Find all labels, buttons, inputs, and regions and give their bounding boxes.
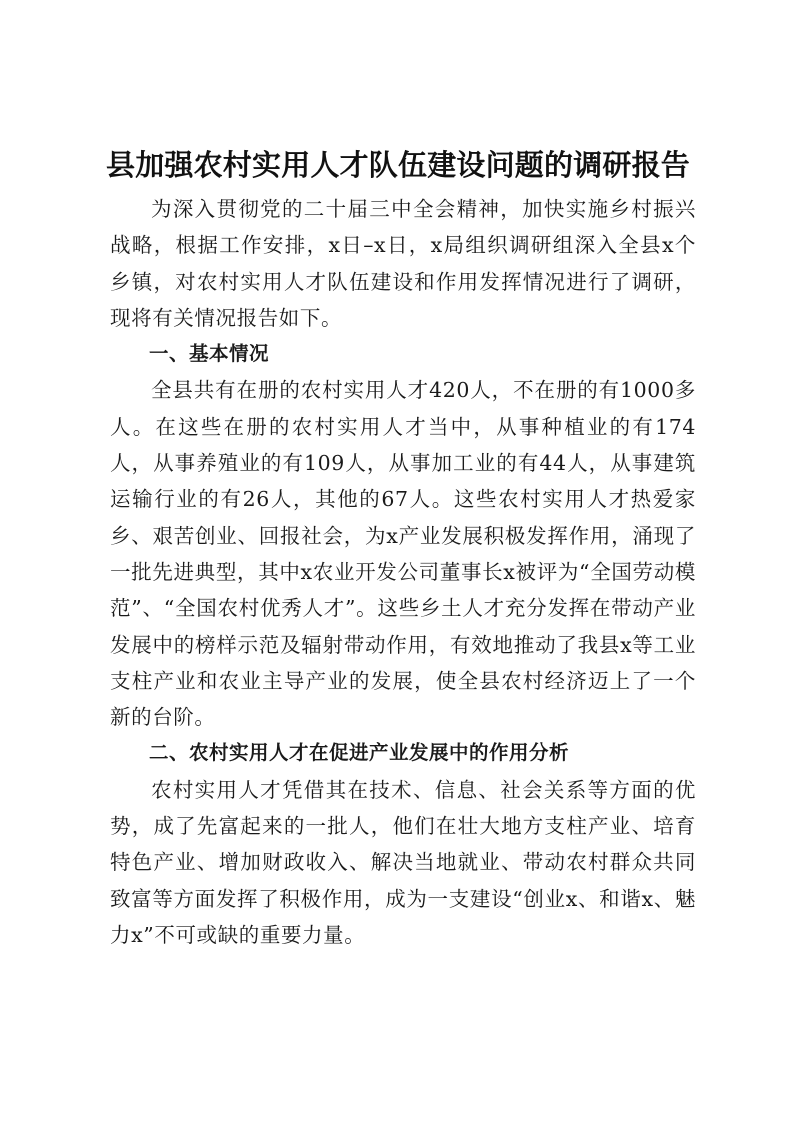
intro-paragraph: 为深入贯彻党的二十届三中全会精神，加快实施乡村振兴战略，根据工作安排，x日–x日，x局组织调研组深入全县x个乡镇，对农村实用人才队伍建设和作用发挥情况进行了调研，现将有关情况报告如下。 <box>110 197 696 330</box>
section-heading-role-analysis: 二、农村实用人才在促进产业发展中的作用分析 <box>149 741 570 765</box>
section-paragraph-role-analysis: 农村实用人才凭借其在技术、信息、社会关系等方面的优势，成了先富起来的一批人，他们在壮大地方支柱产业、培育特色产业、增加财政收入、解决当地就业、带动农村群众共同致富等方面发挥了积极作用，成为一支建设“创业x、和谐x、魅力x”不可或缺的重要力量。 <box>110 777 696 947</box>
section-heading-basic-situation: 一、基本情况 <box>149 342 270 366</box>
document-title: 县加强农村实用人才队伍建设问题的调研报告 <box>106 148 691 182</box>
section-paragraph-basic-situation: 全县共有在册的农村实用人才420人，不在册的有1000多人。在这些在册的农村实用人才当中，从事种植业的有174人，从事养殖业的有109人，从事加工业的有44人，从事建筑运输行业的有26人，其他的67人。这些农村实用人才热爱家乡、艰苦创业、回报社会，为x产业发展积极发挥作用，涌现了一批先进典型，其中x农业开发公司董事长x被评为“全国劳动模范”、“全国农村优秀人才”。这些乡土人才充分发挥在带动产业发展中的榜样示范及辐射带动作用，有效地推动了我县x等工业支柱产业和农业主导产业的发展，使全县农村经济迈上了一个新的台阶。 <box>110 378 696 730</box>
document-page <box>106 143 696 953</box>
